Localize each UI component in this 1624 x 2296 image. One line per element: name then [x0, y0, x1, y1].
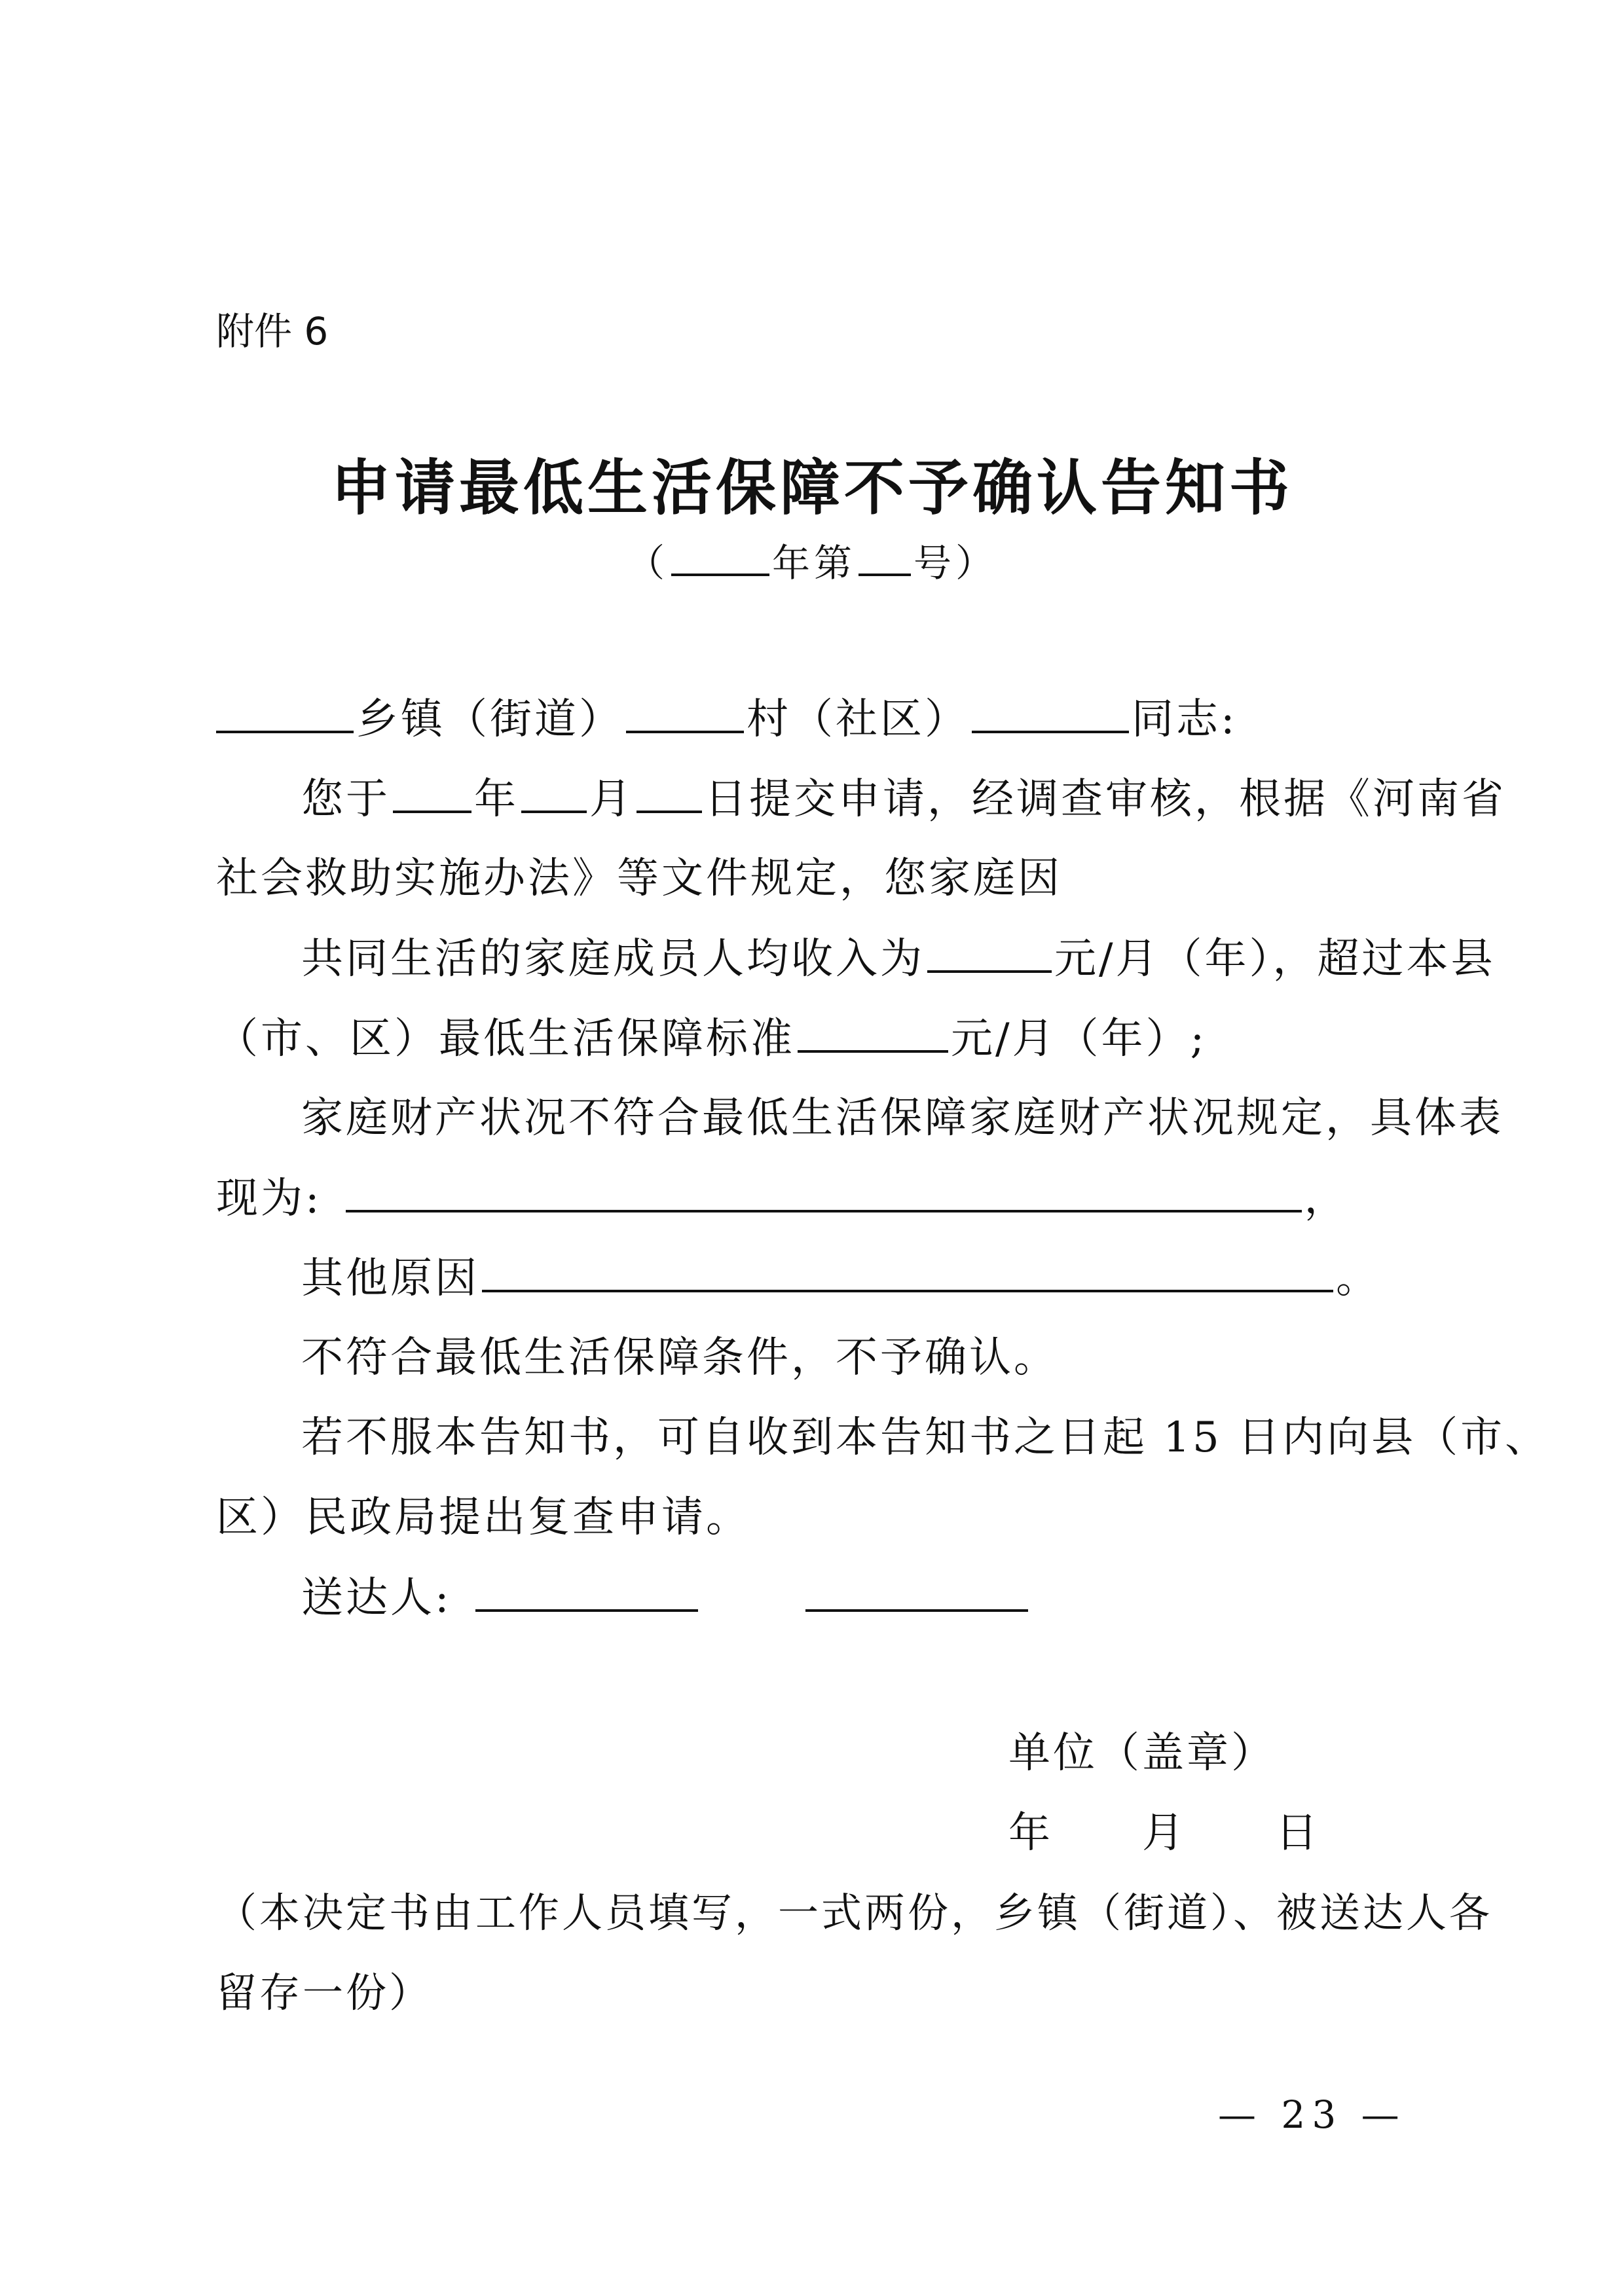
- doc-year-blank[interactable]: [671, 541, 769, 576]
- other-reason-line: [301, 1252, 1380, 1305]
- comrade-label: 同志:: [1132, 695, 1238, 744]
- not-eligible-line: 不符合最低生活保障条件，不予确认。: [301, 1334, 1058, 1382]
- other-end: 。: [1336, 1254, 1380, 1303]
- township-blank[interactable]: [216, 693, 354, 733]
- assets-line1: 家庭财产状况不符合最低生活保障家庭财产状况规定，具体表: [301, 1094, 1504, 1142]
- appeal-line1: 若不服本告知书，可自收到本告知书之日起 15 日内向县（市、: [301, 1413, 1550, 1462]
- assets-detail-blank[interactable]: [346, 1172, 1302, 1212]
- deliverer-line: [301, 1571, 1031, 1624]
- income-lead: 共同生活的家庭成员人均收入为: [301, 935, 925, 983]
- document-number: [0, 537, 1624, 589]
- address-line: [216, 693, 1238, 746]
- deliverer-label: 送达人:: [301, 1574, 452, 1622]
- assets-line2: [216, 1172, 1349, 1225]
- deliverer-blank-1[interactable]: [475, 1571, 698, 1612]
- para1-month: 月: [589, 775, 634, 824]
- para1-lead: 您于: [301, 775, 390, 824]
- other-lead: 其他原因: [301, 1254, 479, 1303]
- income-line: [301, 932, 1496, 985]
- note-line1: （本决定书由工作人员填写，一式两份，乡镇（街道）、被送达人各: [216, 1889, 1493, 1937]
- doc-num-suffix: 号）: [913, 541, 998, 585]
- assets-end: ，: [1304, 1175, 1349, 1223]
- name-blank[interactable]: [972, 693, 1129, 733]
- standard-unit: 元/月（年）;: [951, 1015, 1208, 1063]
- para1-year: 年: [474, 775, 519, 824]
- standard-line: [216, 1012, 1207, 1065]
- village-blank[interactable]: [626, 693, 744, 733]
- note-line2: 留存一份）: [216, 1969, 433, 2016]
- submission-date-line: [301, 773, 1506, 826]
- other-reason-blank[interactable]: [482, 1252, 1333, 1292]
- doc-year-suffix: 年第: [771, 541, 856, 585]
- page-title: 申请最低生活保障不予确认告知书: [330, 452, 1293, 523]
- assets-lead: 现为:: [216, 1175, 322, 1223]
- attachment-label: 附件 6: [216, 309, 329, 354]
- doc-num-blank[interactable]: [858, 541, 911, 576]
- appeal-line2: 区）民政局提出复查申请。: [216, 1493, 750, 1542]
- income-unit: 元/月（年），超过本县: [1054, 935, 1496, 983]
- para1-line2: 社会救助实施办法》等文件规定，您家庭因: [216, 854, 1062, 903]
- date-line: 年 月 日: [1008, 1809, 1320, 1857]
- submit-day-blank[interactable]: [637, 773, 702, 813]
- village-label: 村（社区）: [747, 695, 969, 744]
- submit-year-blank[interactable]: [393, 773, 471, 813]
- income-blank[interactable]: [927, 932, 1052, 973]
- unit-seal: 单位（盖章）: [1008, 1729, 1276, 1777]
- para1-day-rest: 日提交申请，经调查审核，根据《河南省: [705, 775, 1506, 824]
- standard-blank[interactable]: [798, 1012, 948, 1053]
- township-label: 乡镇（街道）: [356, 695, 623, 744]
- standard-lead: （市、区）最低生活保障标准: [216, 1015, 795, 1063]
- page-number: — 23 —: [1218, 2092, 1406, 2137]
- submit-month-blank[interactable]: [521, 773, 587, 813]
- deliverer-blank-2[interactable]: [805, 1571, 1028, 1612]
- doc-number-open: （: [626, 541, 669, 585]
